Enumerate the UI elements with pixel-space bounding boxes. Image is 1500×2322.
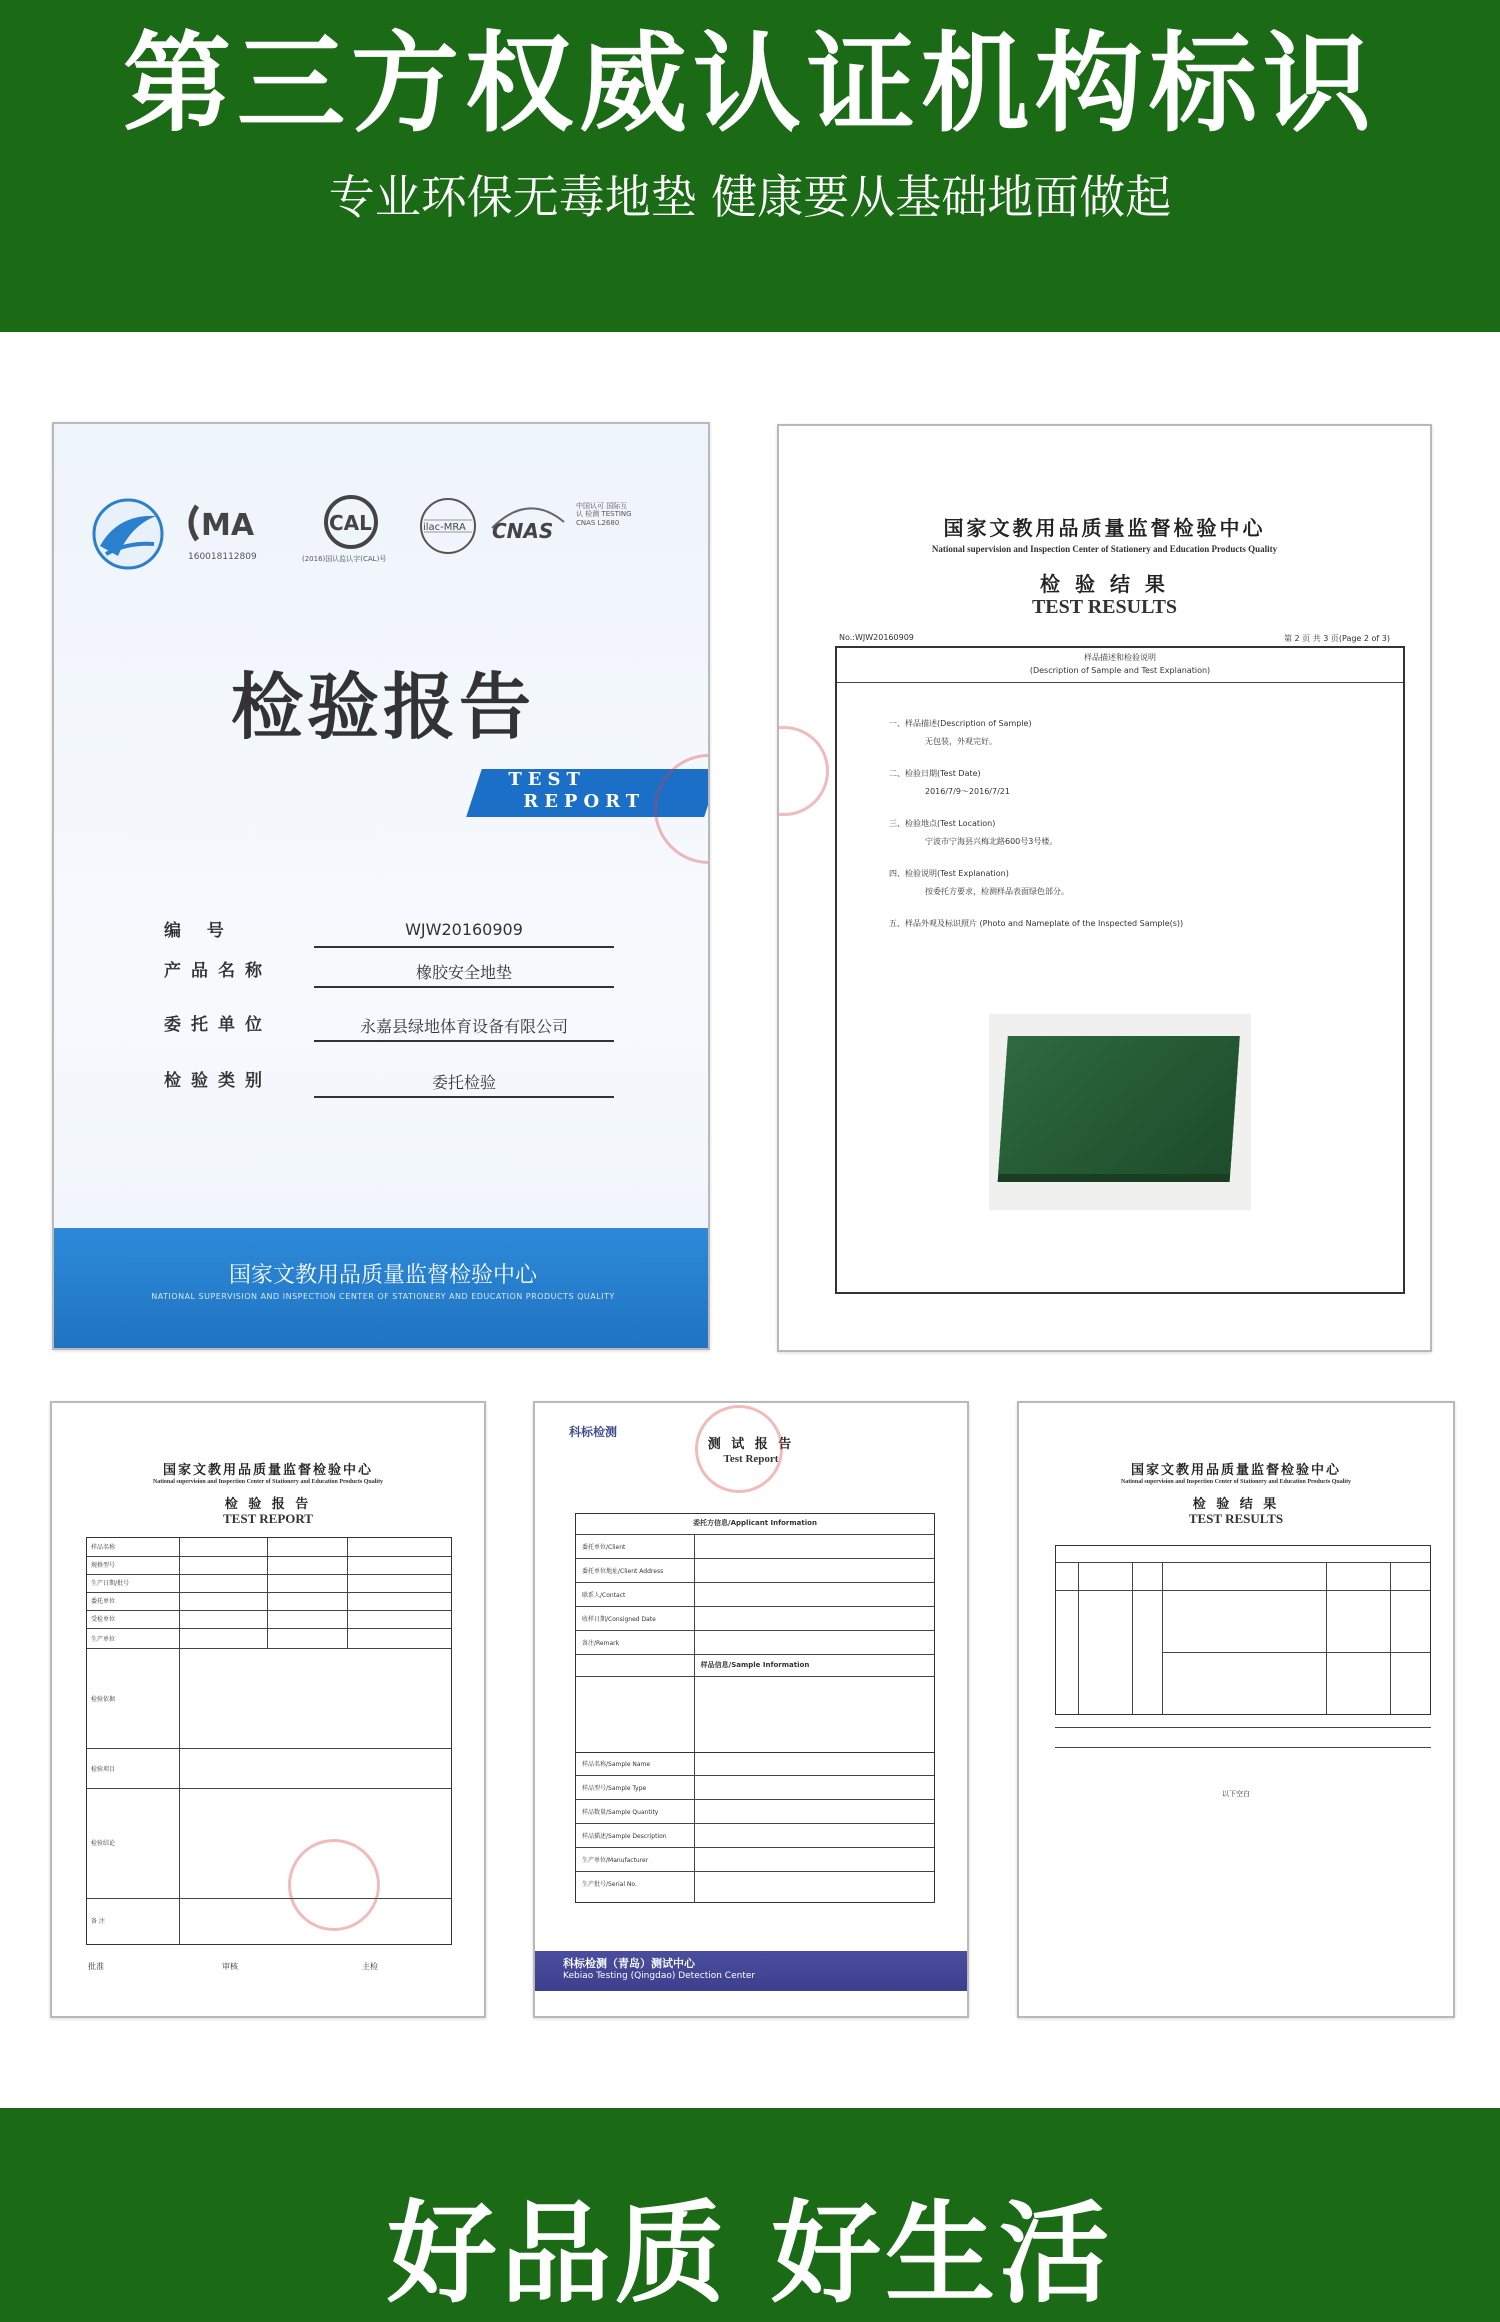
svg-text:ilac-MRA: ilac-MRA bbox=[423, 522, 466, 533]
report-table: 样品名称 规格型号 生产日期/批号 委托单位 受检单位 生产单位 检验依据 检验项目 检验结论 备 注 bbox=[86, 1537, 452, 1945]
desc-value: 2016/7/9～2016/7/21 bbox=[925, 787, 1010, 796]
svg-text:CNAS: CNAS bbox=[492, 519, 554, 543]
kebiao-test-report-page bbox=[533, 1401, 969, 2018]
desc-value: 按委托方要求，检测样品表面绿色部分。 bbox=[925, 887, 1069, 896]
desc-value: 宁波市宁海县兴梅北路600号3号楼。 bbox=[925, 837, 1058, 846]
section-title: 样品描述和检验说明 bbox=[1084, 653, 1156, 662]
org-name-en: National supervision and Inspection Center of Stationery and Education Products Quality bbox=[152, 1479, 384, 1485]
org-name: 国家文教用品质量监督检验中心 bbox=[943, 516, 1266, 540]
org-name: 国家文教用品质量监督检验中心 bbox=[1130, 1463, 1341, 1478]
cover-footer bbox=[54, 1228, 710, 1350]
report-title-en-tag: TEST REPORT bbox=[466, 769, 710, 817]
org-name-en: National supervision and Inspection Center of Stationery and Education Products Quality bbox=[931, 544, 1278, 554]
report-title: 测 试 报 告 bbox=[707, 1437, 795, 1452]
cnas-icon bbox=[488, 498, 568, 554]
cnas-side-text: 中国认可 国际互认 检测 TESTING CNAS L2680 bbox=[576, 502, 632, 527]
red-seal bbox=[695, 1405, 783, 1493]
sample-photo bbox=[989, 1014, 1251, 1210]
report-number: No.:WJW20160909 bbox=[839, 633, 914, 642]
red-seal bbox=[288, 1839, 380, 1931]
desc-item: 四、检验说明(Test Explanation) bbox=[889, 869, 1009, 878]
red-seal bbox=[777, 726, 829, 816]
section-title-en: (Description of Sample and Test Explanation) bbox=[1029, 666, 1211, 675]
cal-icon bbox=[320, 494, 382, 550]
org-name-en: National supervision and Inspection Center of Stationery and Education Products Quality bbox=[1120, 1479, 1352, 1485]
test-results-page bbox=[777, 424, 1432, 1352]
cover-footer-org: 国家文教用品质量监督检验中心 bbox=[228, 1263, 537, 1288]
top-banner bbox=[0, 0, 1500, 332]
cover-footer-org-en: NATIONAL SUPERVISION AND INSPECTION CENTER OF STATIONERY AND EDUCATION PRODUCTS QUALITY bbox=[151, 1292, 615, 1301]
ilac-mra-icon bbox=[418, 496, 478, 556]
cma-code: 160018112809 bbox=[188, 552, 257, 562]
desc-item: 二、检验日期(Test Date) bbox=[889, 769, 981, 778]
kebiao-logo: 科标检测 bbox=[569, 1425, 618, 1439]
desc-value: 无包装，外观完好。 bbox=[925, 737, 997, 746]
test-results-table-page bbox=[1017, 1401, 1455, 2018]
banner-subtitle: 专业环保无毒地垫 健康要从基础地面做起 bbox=[328, 170, 1172, 224]
field-inspection-type: 检验类别 委托检验 bbox=[164, 1066, 664, 1098]
certification-logos bbox=[88, 494, 648, 584]
green-rubber-mat bbox=[998, 1036, 1240, 1174]
svg-text:CAL: CAL bbox=[329, 511, 372, 535]
page-indicator: 第 2 页 共 3 页(Page 2 of 3) bbox=[1283, 634, 1390, 643]
bottom-banner bbox=[0, 2108, 1500, 2322]
applicant-table: 委托方信息/Applicant Information 委托单位/Client 委托单位地址/Client Address 联系人/Contact 收样日期/Consigned Date 备注/Remark 样品信息/Sample Information bbox=[575, 1513, 935, 1753]
report-title-en: TEST REPORT bbox=[223, 1511, 313, 1526]
kebiao-footer: 科标检测（青岛）测试中心 Kebiao Testing (Qingdao) Detection Center bbox=[535, 1951, 967, 1991]
field-client: 委托单位 永嘉县绿地体育设备有限公司 bbox=[164, 1010, 664, 1042]
desc-item: 一、样品描述(Description of Sample) bbox=[889, 719, 1032, 728]
signature-verified: 审核 bbox=[222, 1962, 238, 1971]
cal-code: (2016)国认监认字(CAL)号 bbox=[302, 555, 387, 563]
desc-item: 三、检验地点(Test Location) bbox=[889, 819, 996, 828]
report-title-en: Test Report bbox=[723, 1453, 779, 1465]
signature-tested: 主检 bbox=[362, 1962, 378, 1971]
inspection-center-logo-icon bbox=[88, 494, 168, 574]
results-title: 检 验 结 果 bbox=[1040, 572, 1169, 596]
end-marker: 以下空白 bbox=[1222, 1790, 1250, 1798]
test-report-page bbox=[50, 1401, 486, 2018]
report-title: 检验报告 bbox=[230, 664, 535, 749]
cma-icon bbox=[183, 500, 265, 546]
results-title-en: TEST RESULTS bbox=[1188, 1511, 1284, 1526]
signature-approved: 批准 bbox=[88, 1962, 104, 1971]
results-title-en: TEST RESULTS bbox=[1031, 596, 1178, 618]
test-report-cover bbox=[52, 422, 710, 1350]
report-title: 检 验 报 告 bbox=[224, 1497, 312, 1512]
org-name: 国家文教用品质量监督检验中心 bbox=[162, 1463, 373, 1478]
desc-item: 五、样品外观及标识照片 (Photo and Nameplate of the Inspected Sample(s)) bbox=[889, 919, 1184, 928]
field-report-number: 编 号 WJW20160909 bbox=[164, 916, 664, 948]
slogan: 好品质 好生活 bbox=[386, 2190, 1114, 2318]
field-product-name: 产品名称 橡胶安全地垫 bbox=[164, 956, 664, 988]
results-title: 检 验 结 果 bbox=[1192, 1497, 1280, 1512]
banner-title: 第三方权威认证机构标识 bbox=[122, 22, 1377, 147]
results-table bbox=[1055, 1545, 1431, 1715]
svg-text:MA: MA bbox=[201, 508, 255, 543]
sample-table: 样品名称/Sample Name 样品型号/Sample Type 样品数量/Sample Quantity 样品描述/Sample Description 生产单位/Manufacturer 生产批号/Serial No. bbox=[575, 1753, 935, 1903]
